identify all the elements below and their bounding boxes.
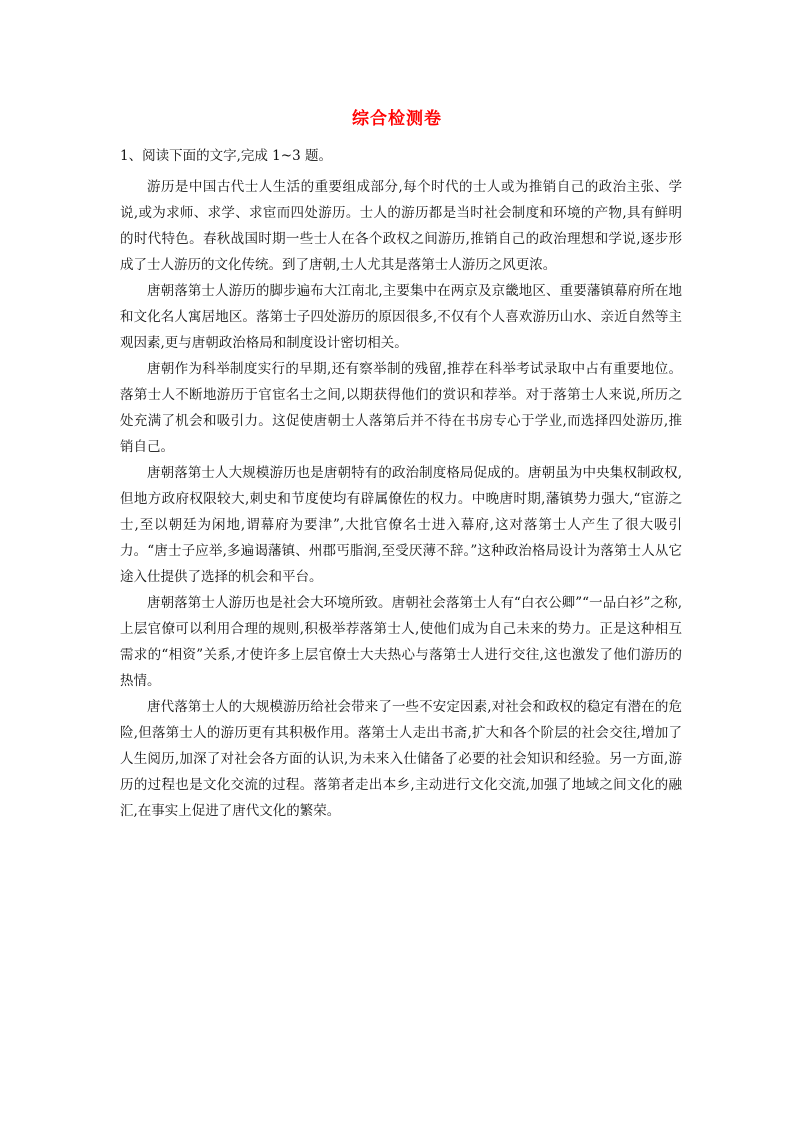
question-heading: 1、阅读下面的文字,完成 1~3 题。 (120, 148, 332, 164)
passage-paragraph-4: 唐朝落第士人大规模游历也是唐朝特有的政治制度格局促成的。唐朝虽为中央集权制政权,但地方政府权限较大,刺史和节度使均有辟属僚佐的权力。中晚唐时期,藩镇势力强大,“宦游之士,至以朝廷为闲地,谓幕府为要津”,大批官僚名士进入幕府,这对落第士人产生了很大吸引力。“唐士子应举,多遍谒藩镇、州郡丐脂润,至受厌薄不辞。”这种政治格局设计为落第士人从它途入仕提供了选择的机会和平台。 (120, 465, 682, 585)
page-title: 综合检测卷 (352, 109, 442, 129)
passage-paragraph-5: 唐朝落第士人游历也是社会大环境所致。唐朝社会落第士人有“白衣公卿”“一品白衫”之称,上层官僚可以利用合理的规则,积极举荐落第士人,使他们成为自己未来的势力。正是这种相互需求的“相资”关系,才使许多上层官僚士大夫热心与落第士人进行交往,这也激发了他们游历的热情。 (120, 595, 682, 689)
passage-paragraph-3: 唐朝作为科举制度实行的早期,还有察举制的残留,推荐在科举考试录取中占有重要地位。落第士人不断地游历于官宦名士之间,以期获得他们的赏识和荐举。对于落第士人来说,所历之处充满了机会和吸引力。这促使唐朝士人落第后并不待在书房专心于学业,而选择四处游历,推销自己。 (120, 361, 682, 455)
passage-paragraph-1: 游历是中国古代士人生活的重要组成部分,每个时代的士人或为推销自己的政治主张、学说,或为求师、求学、求宦而四处游历。士人的游历都是当时社会制度和环境的产物,具有鲜明的时代特色。春秋战国时期一些士人在各个政权之间游历,推销自己的政治理想和学说,逐步形成了士人游历的文化传统。到了唐朝,士人尤其是落第士人游历之风更浓。 (120, 179, 682, 273)
passage-paragraph-2: 唐朝落第士人游历的脚步遍布大江南北,主要集中在两京及京畿地区、重要藩镇幕府所在地和文化名人寓居地区。落第士子四处游历的原因很多,不仅有个人喜欢游历山水、亲近自然等主观因素,更与唐朝政治格局和制度设计密切相关。 (120, 283, 682, 351)
passage-paragraph-6: 唐代落第士人的大规模游历给社会带来了一些不安定因素,对社会和政权的稳定有潜在的危险,但落第士人的游历更有其积极作用。落第士人走出书斋,扩大和各个阶层的社会交往,增加了人生阅历,加深了对社会各方面的认识,为未来入仕储备了必要的社会知识和经验。另一方面,游历的过程也是文化交流的过程。落第者走出本乡,主动进行文化交流,加强了地域之间文化的融汇,在事实上促进了唐代文化的繁荣。 (120, 699, 682, 819)
reading-passage (120, 174, 682, 824)
